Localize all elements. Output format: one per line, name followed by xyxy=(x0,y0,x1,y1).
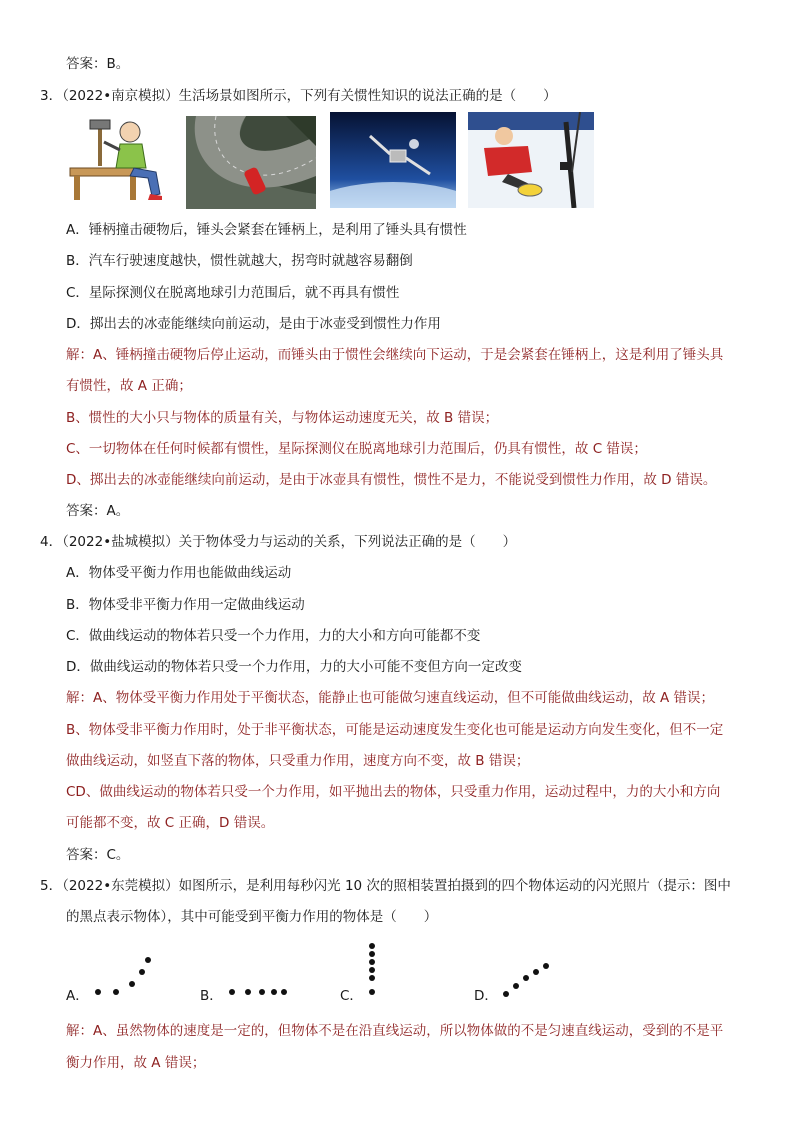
q3-option-d: D．掷出去的冰壶能继续向前运动，是由于冰壶受到惯性力作用 xyxy=(66,316,441,332)
q4-solution-line-4: CD、做曲线运动的物体若只受一个力作用，如平抛出去的物体，只受重力作用，运动过程中，力的大小和方向 xyxy=(66,784,721,800)
q5-option-d-label: D． xyxy=(474,988,498,1004)
q5-solution-line-2: 衡力作用，故 A 错误； xyxy=(66,1055,206,1071)
q5-option-a-dots xyxy=(90,950,160,1000)
q4-solution-line-2: B、物体受非平衡力作用时，处于非平衡状态，可能是运动速度发生变化也可能是运动方向发生变化，但不一定 xyxy=(66,722,724,738)
q3-image-hammer xyxy=(64,112,172,204)
q4-option-d: D．做曲线运动的物体若只受一个力作用，力的大小可能不变但方向一定改变 xyxy=(66,659,522,675)
q4-stem: 4．（2022•盐城模拟）关于物体受力与运动的关系，下列说法正确的是（ ） xyxy=(40,534,517,550)
q4-option-a: A．物体受平衡力作用也能做曲线运动 xyxy=(66,565,292,581)
q3-solution-line-2: 有惯性，故 A 正确； xyxy=(66,378,192,394)
q3-answer: 答案：A。 xyxy=(66,503,130,519)
q5-option-b-dots xyxy=(224,985,294,999)
q4-answer: 答案：C。 xyxy=(66,847,130,863)
q3-image-car-turning xyxy=(186,116,316,209)
q3-solution-line-3: B、惯性的大小只与物体的质量有关，与物体运动速度无关，故 B 错误； xyxy=(66,410,499,426)
q4-option-b: B．物体受非平衡力作用一定做曲线运动 xyxy=(66,597,305,613)
q3-solution-line-4: C、一切物体在任何时候都有惯性，星际探测仪在脱离地球引力范围后，仍具有惯性，故 C 错误； xyxy=(66,441,647,457)
q3-solution-line-5: D、掷出去的冰壶能继续向前运动，是由于冰壶具有惯性，惯性不是力，不能说受到惯性力作用，故 D 错误。 xyxy=(66,472,717,488)
q4-solution-line-3: 做曲线运动，如竖直下落的物体，只受重力作用，速度方向不变，故 B 错误； xyxy=(66,753,530,769)
q3-image-curling xyxy=(468,112,594,208)
top-answer: 答案：B。 xyxy=(66,56,130,72)
q5-solution-line-1: 解：A、虽然物体的速度是一定的，但物体不是在沿直线运动，所以物体做的不是匀速直线运动，受到的不是平 xyxy=(66,1023,724,1039)
q4-solution-line-1: 解：A、物体受平衡力作用处于平衡状态，能静止也可能做匀速直线运动，但不可能做曲线运动，故 A 错误； xyxy=(66,690,715,706)
q5-stem-line-2: 的黑点表示物体），其中可能受到平衡力作用的物体是（ ） xyxy=(66,909,438,925)
q5-option-b-label: B． xyxy=(200,988,223,1004)
q3-option-a: A．锤柄撞击硬物后，锤头会紧套在锤柄上，是利用了锤头具有惯性 xyxy=(66,222,467,238)
q5-option-d-dots xyxy=(498,958,558,1000)
q5-stem-line-1: 5．（2022•东莞模拟）如图所示，是利用每秒闪光 10 次的照相装置拍摄到的四个物体运动的闪光照片（提示：图中 xyxy=(40,878,731,894)
q3-image-space-probe xyxy=(330,112,456,208)
q3-option-c: C．星际探测仪在脱离地球引力范围后，就不再具有惯性 xyxy=(66,285,400,301)
q4-solution-line-5: 可能都不变，故 C 正确，D 错误。 xyxy=(66,815,275,831)
q5-option-c-label: C． xyxy=(340,988,363,1004)
q4-option-c: C．做曲线运动的物体若只受一个力作用，力的大小和方向可能都不变 xyxy=(66,628,481,644)
q3-option-b: B．汽车行驶速度越快，惯性就越大，拐弯时就越容易翻倒 xyxy=(66,253,413,269)
q3-stem: 3．（2022•南京模拟）生活场景如图所示，下列有关惯性知识的说法正确的是（ ） xyxy=(40,88,557,104)
q3-solution-line-1: 解：A、锤柄撞击硬物后停止运动，而锤头由于惯性会继续向下运动，于是会紧套在锤柄上，这是利用了锤头具 xyxy=(66,347,724,363)
q5-option-a-label: A． xyxy=(66,988,89,1004)
q5-option-c-dots xyxy=(364,940,380,1000)
